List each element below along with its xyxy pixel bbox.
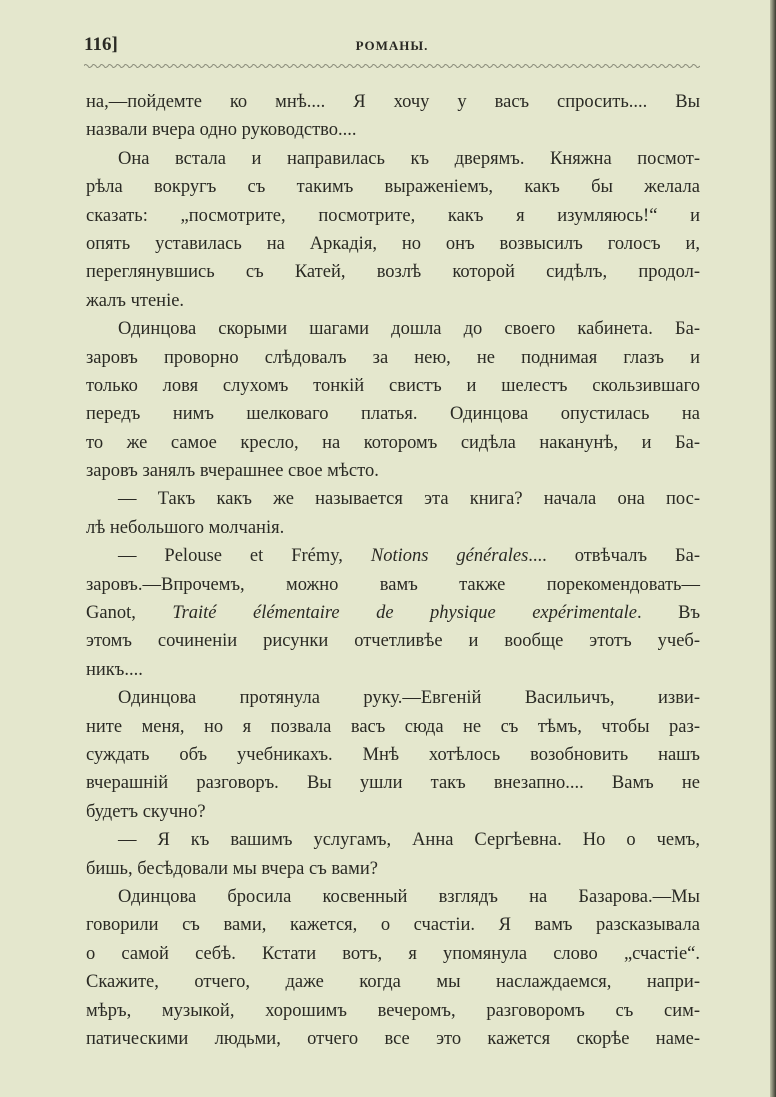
text-line [86, 202, 700, 230]
text-segment: опять уставилась на Аркадія, но онъ возвысилъ голосъ и, [86, 233, 700, 254]
text-line [86, 1025, 700, 1053]
text-line [86, 911, 700, 939]
text-segment: переглянувшись съ Катей, возлѣ которой сидѣлъ, продол- [86, 262, 700, 283]
text-segment: суждать объ учебникахъ. Мнѣ хотѣлось возобновить нашъ [86, 744, 700, 765]
text-line [86, 656, 700, 684]
text-segment: о самой себѣ. Кстати вотъ, я упомянула слово „счастіе“. [86, 943, 700, 964]
text-segment: назвали вчера одно руководство.... [86, 120, 357, 141]
text-line [86, 940, 700, 968]
text-segment: жалъ чтеніе. [86, 290, 185, 311]
text-segment: вчерашній разговоръ. Вы ушли такъ внезапно.... Вамъ не [86, 773, 700, 794]
text-line [86, 514, 700, 542]
text-segment: заровъ проворно слѣдовалъ за нею, не поднимая глазъ и [86, 347, 700, 368]
text-line [86, 599, 700, 627]
page-number: 116] [84, 34, 118, 55]
text-line [86, 542, 700, 570]
text-line [86, 287, 700, 315]
text-segment: — Pelouse et Frémy, [118, 546, 371, 567]
text-segment: патическими людьми, отчего все это кажется скорѣе наме- [86, 1028, 700, 1049]
text-segment: лѣ небольшого молчанія. [86, 517, 285, 538]
text-line [86, 855, 700, 883]
text-segment: этомъ сочиненіи рисунки отчетливѣе и вообще этотъ учеб- [86, 631, 700, 652]
text-segment: Одинцова скорыми шагами дошла до своего кабинета. Ба- [118, 319, 700, 340]
text-line [86, 997, 700, 1025]
text-line [86, 258, 700, 286]
running-title: РОМАНЫ. [355, 38, 429, 53]
text-line [86, 457, 700, 485]
text-segment: — Я къ вашимъ услугамъ, Анна Сергѣевна. Но о чемъ, [118, 830, 700, 851]
page-header [84, 34, 700, 58]
text-line [86, 230, 700, 258]
text-line [86, 798, 700, 826]
text-line [86, 145, 700, 173]
text-line [86, 88, 700, 116]
text-line [86, 769, 700, 797]
text-segment: никъ.... [86, 659, 143, 680]
text-segment: бишь, бесѣдовали мы вчера съ вами? [86, 858, 378, 879]
text-segment: ните меня, но я позвала васъ сюда не съ тѣмъ, чтобы раз- [86, 716, 700, 737]
text-line [86, 429, 700, 457]
text-line [86, 344, 700, 372]
text-segment: передъ нимъ шелковаго платья. Одинцова опустилась на [86, 404, 700, 425]
text-segment: на,—пойдемте ко мнѣ.... Я хочу у васъ спросить.... Вы [86, 92, 700, 112]
text-segment: Одинцова бросила косвенный взглядъ на Базарова.—Мы [118, 886, 700, 907]
text-line [86, 571, 700, 599]
text-line [86, 116, 700, 144]
text-segment: — Такъ какъ же называется эта книга? начала она пос- [118, 489, 700, 510]
page-edge-shadow [770, 0, 776, 1097]
text-line [86, 173, 700, 201]
text-line [86, 372, 700, 400]
text-line [86, 826, 700, 854]
text-segment: говорили съ вами, кажется, о счастіи. Я вамъ разсказывала [86, 915, 700, 936]
text-segment: то же самое кресло, на которомъ сидѣла наканунѣ, и Ба- [86, 432, 700, 453]
text-segment: будетъ скучно? [86, 801, 206, 822]
text-line [86, 968, 700, 996]
text-line [86, 684, 700, 712]
text-segment: сказать: „посмотрите, посмотрите, какъ я изумляюсь!“ и [86, 205, 700, 226]
text-line [86, 741, 700, 769]
italic-book-title: Notions générales [370, 546, 529, 567]
page-body-text [86, 88, 700, 1053]
text-segment: Одинцова протянула руку.—Евгеній Васильичъ, изви- [118, 688, 700, 709]
text-segment: мѣръ, музыкой, хорошимъ вечеромъ, разговоромъ съ сим- [86, 1000, 700, 1021]
text-segment: заровъ занялъ вчерашнее свое мѣсто. [86, 461, 379, 482]
text-segment: только ловя слухомъ тонкій свистъ и шелестъ скользившаго [86, 375, 700, 396]
text-line [86, 627, 700, 655]
text-segment: рѣла вокругъ съ такимъ выраженіемъ, какъ бы желала [86, 177, 700, 198]
text-segment: .... отвѣчалъ Ба- [528, 546, 700, 567]
text-segment: Ganot, [86, 603, 173, 624]
text-segment: Она встала и направилась къ дверямъ. Княжна посмот- [118, 148, 700, 169]
text-segment: заровъ.—Впрочемъ, можно вамъ также порекомендовать— [86, 574, 700, 595]
text-line [86, 400, 700, 428]
text-line [86, 315, 700, 343]
wavy-rule-divider [84, 62, 700, 70]
text-line [86, 485, 700, 513]
text-line [86, 713, 700, 741]
text-line [86, 883, 700, 911]
text-segment: . Въ [637, 603, 701, 624]
italic-book-title: Traité élémentaire de physique expérimentale [172, 603, 638, 624]
text-segment: Скажите, отчего, даже когда мы наслаждаемся, напри- [86, 972, 700, 993]
